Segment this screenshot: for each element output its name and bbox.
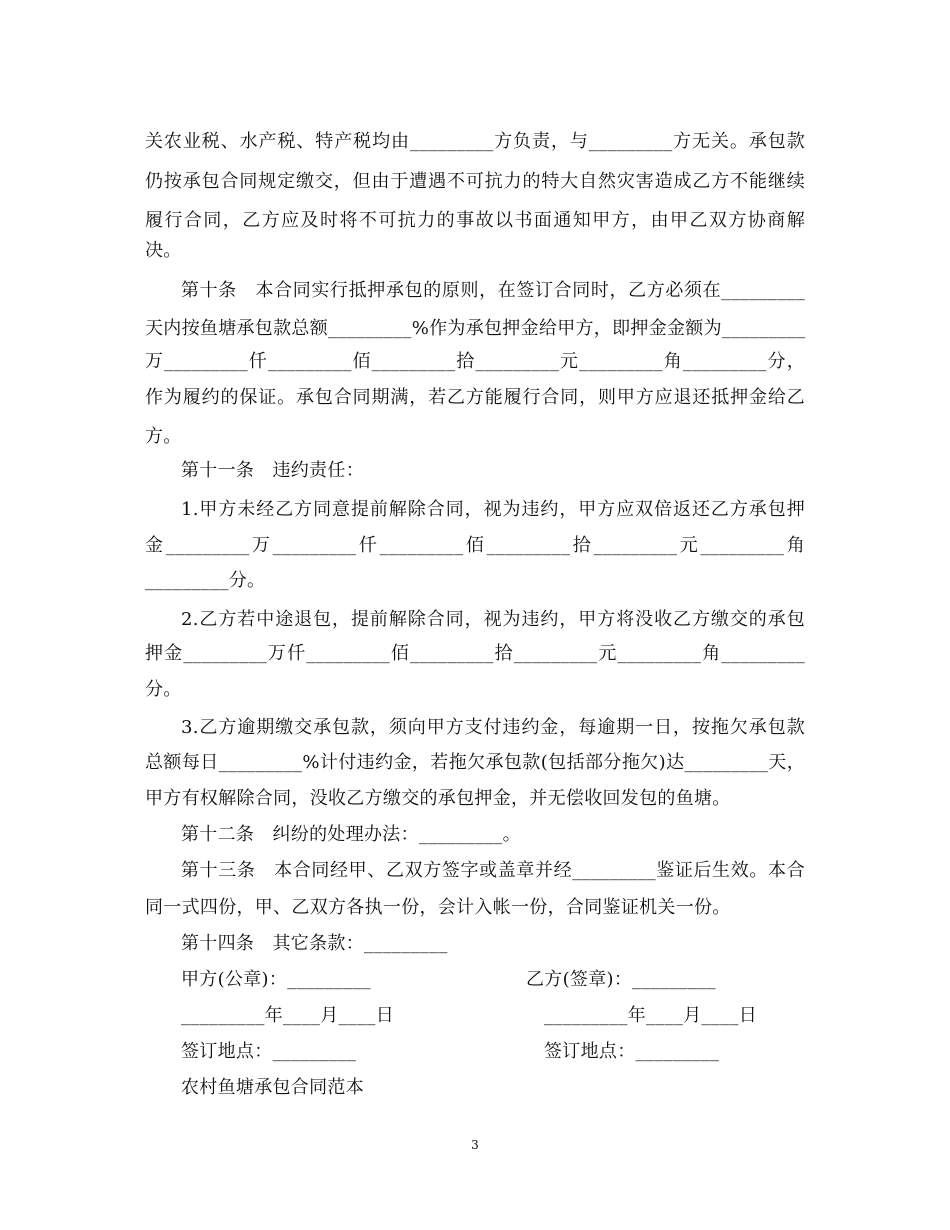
party-b-signature: 乙方(签章)：_________ xyxy=(526,969,716,990)
party-a-date: _________年____月____日 xyxy=(181,1005,394,1026)
clause-14-line: 第十四条 其它条款：_________ xyxy=(181,933,448,954)
party-b-place: 签订地点：_________ xyxy=(544,1041,720,1062)
paragraph-line: 决。 xyxy=(145,240,182,261)
list-item-3-line: 3.乙方逾期缴交承包款，须向甲方支付违约金，每逾期一日，按拖欠承包款 xyxy=(181,717,805,738)
clause-12-line: 第十二条 纠纷的处理办法：_________。 xyxy=(181,824,521,845)
paragraph-line: 分。 xyxy=(145,679,182,700)
closing-title: 农村鱼塘承包合同范本 xyxy=(181,1077,364,1098)
page-number: 3 xyxy=(471,1138,479,1152)
list-item-1-line: 1.甲方未经乙方同意提前解除合同，视为违约，甲方应双倍返还乙方承包押 xyxy=(181,499,805,520)
clause-10-heading-line: 第十条 本合同实行抵押承包的原则，在签订合同时，乙方必须在_________ xyxy=(181,280,805,301)
list-item-2-line: 2.乙方若中途退包，提前解除合同，视为违约，甲方将没收乙方缴交的承包 xyxy=(181,609,805,630)
paragraph-line: 履行合同，乙方应及时将不可抗力的事故以书面通知甲方，由甲乙双方协商解 xyxy=(145,210,805,231)
party-a-place: 签订地点：_________ xyxy=(181,1041,357,1062)
paragraph-line: 仍按承包合同规定缴交，但由于遭遇不可抗力的特大自然灾害造成乙方不能继续 xyxy=(145,171,805,192)
clause-13-line: 第十三条 本合同经甲、乙双方签字或盖章并经_________鉴证后生效。本合 xyxy=(181,860,805,881)
paragraph-line: 甲方有权解除合同，没收乙方缴交的承包押金，并无偿收回发包的鱼塘。 xyxy=(145,788,731,809)
paragraph-line: 同一式四份，甲、乙双方各执一份，会计入帐一份，合同鉴证机关一份。 xyxy=(145,897,731,918)
paragraph-line: 天内按鱼塘承包款总额_________%作为承包押金给甲方，即押金金额为_________ xyxy=(145,318,806,339)
clause-11-heading: 第十一条 违约责任： xyxy=(181,460,364,481)
party-a-signature: 甲方(公章)：_________ xyxy=(181,969,371,990)
paragraph-line: 总额每日_________%计付违约金，若拖欠承包款(包括部分拖欠)达_________天， xyxy=(145,752,805,773)
paragraph-line: 方。 xyxy=(145,426,182,447)
paragraph-line: _________分。 xyxy=(145,570,266,591)
paragraph-line: 万_________仟_________佰_________拾_________元_________角_________分， xyxy=(145,351,805,372)
paragraph-line: 押金_________万仟_________佰_________拾_________元_________角_________ xyxy=(145,643,805,664)
paragraph-line: 金_________万_________仟_________佰_________拾_________元_________角 xyxy=(145,535,805,556)
paragraph-line: 关农业税、水产税、特产税均由_________方负责，与_________方无关。承包款 xyxy=(145,131,805,152)
party-b-date: _________年____月____日 xyxy=(544,1005,757,1026)
paragraph-line: 作为履约的保证。承包合同期满，若乙方能履行合同，则甲方应退还抵押金给乙 xyxy=(145,387,805,408)
